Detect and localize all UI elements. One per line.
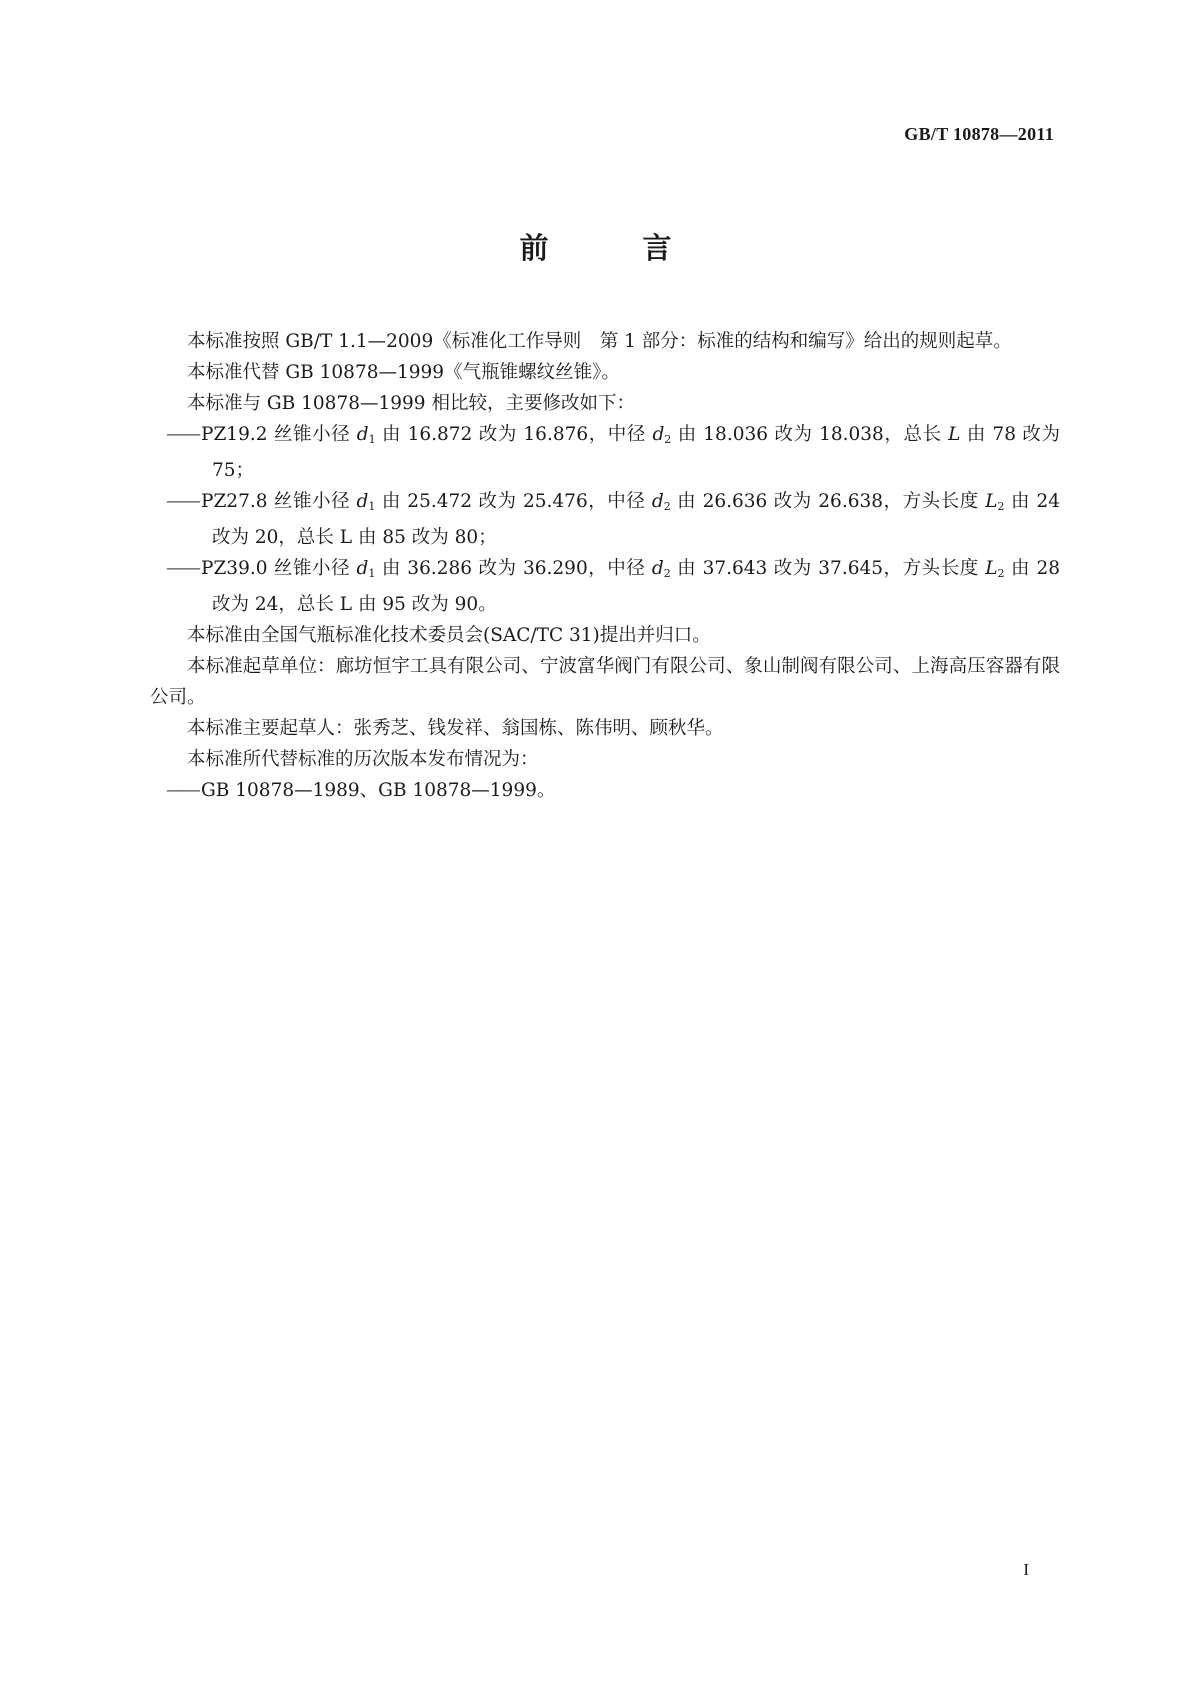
paragraph-drafting-rules: 本标准按照 GB/T 1.1—2009《标准化工作导则 第 1 部分：标准的结构和编写》给出的规则起草。	[187, 331, 1012, 352]
list-item-change-3: —— PZ39.0 丝锥小径 $d_1$ 由 36.286 改为 36.290，中径 $d_2$ 由 37.643 改为 37.645，方头长度 $L_2$ 由 28 改为 24，总长 L 由 95 改为 90。	[150, 553, 1060, 620]
paragraph-proposed-by: 本标准由全国气瓶标准化技术委员会(SAC/TC 31)提出并归口。	[187, 625, 711, 646]
paragraph-drafting-units: 本标准起草单位：廊坊恒宇工具有限公司、宁波富华阀门有限公司、象山制阀有限公司、上海高压容器有限公司。	[150, 656, 1060, 708]
standard-number: GB/T 10878—2011	[904, 124, 1054, 144]
page-title: 前 言	[519, 231, 714, 265]
list-item-change-1: —— PZ19.2 丝锥小径 $d_1$ 由 16.872 改为 16.876，中径 $d_2$ 由 18.036 改为 18.038，总长 L 由 78 改为 75；	[150, 419, 1060, 486]
page-number: I	[1023, 1560, 1029, 1579]
paragraph-drafters: 本标准主要起草人：张秀芝、钱发祥、翁国栋、陈伟明、顾秋华。	[187, 718, 724, 739]
list-item-history: —— GB 10878—1989、GB 10878—1999。	[150, 775, 1060, 806]
paragraph-history-intro: 本标准所代替标准的历次版本发布情况为：	[187, 749, 539, 770]
paragraph-replaces: 本标准代替 GB 10878—1999《气瓶锥螺纹丝锥》。	[187, 362, 620, 383]
paragraph-changes-intro: 本标准与 GB 10878—1999 相比较，主要修改如下：	[187, 393, 635, 414]
foreword-body	[150, 326, 1060, 806]
list-item-change-2: —— PZ27.8 丝锥小径 $d_1$ 由 25.472 改为 25.476，中径 $d_2$ 由 26.636 改为 26.638，方头长度 $L_2$ 由 24 改为 20，总长 L 由 85 改为 80；	[150, 486, 1060, 553]
